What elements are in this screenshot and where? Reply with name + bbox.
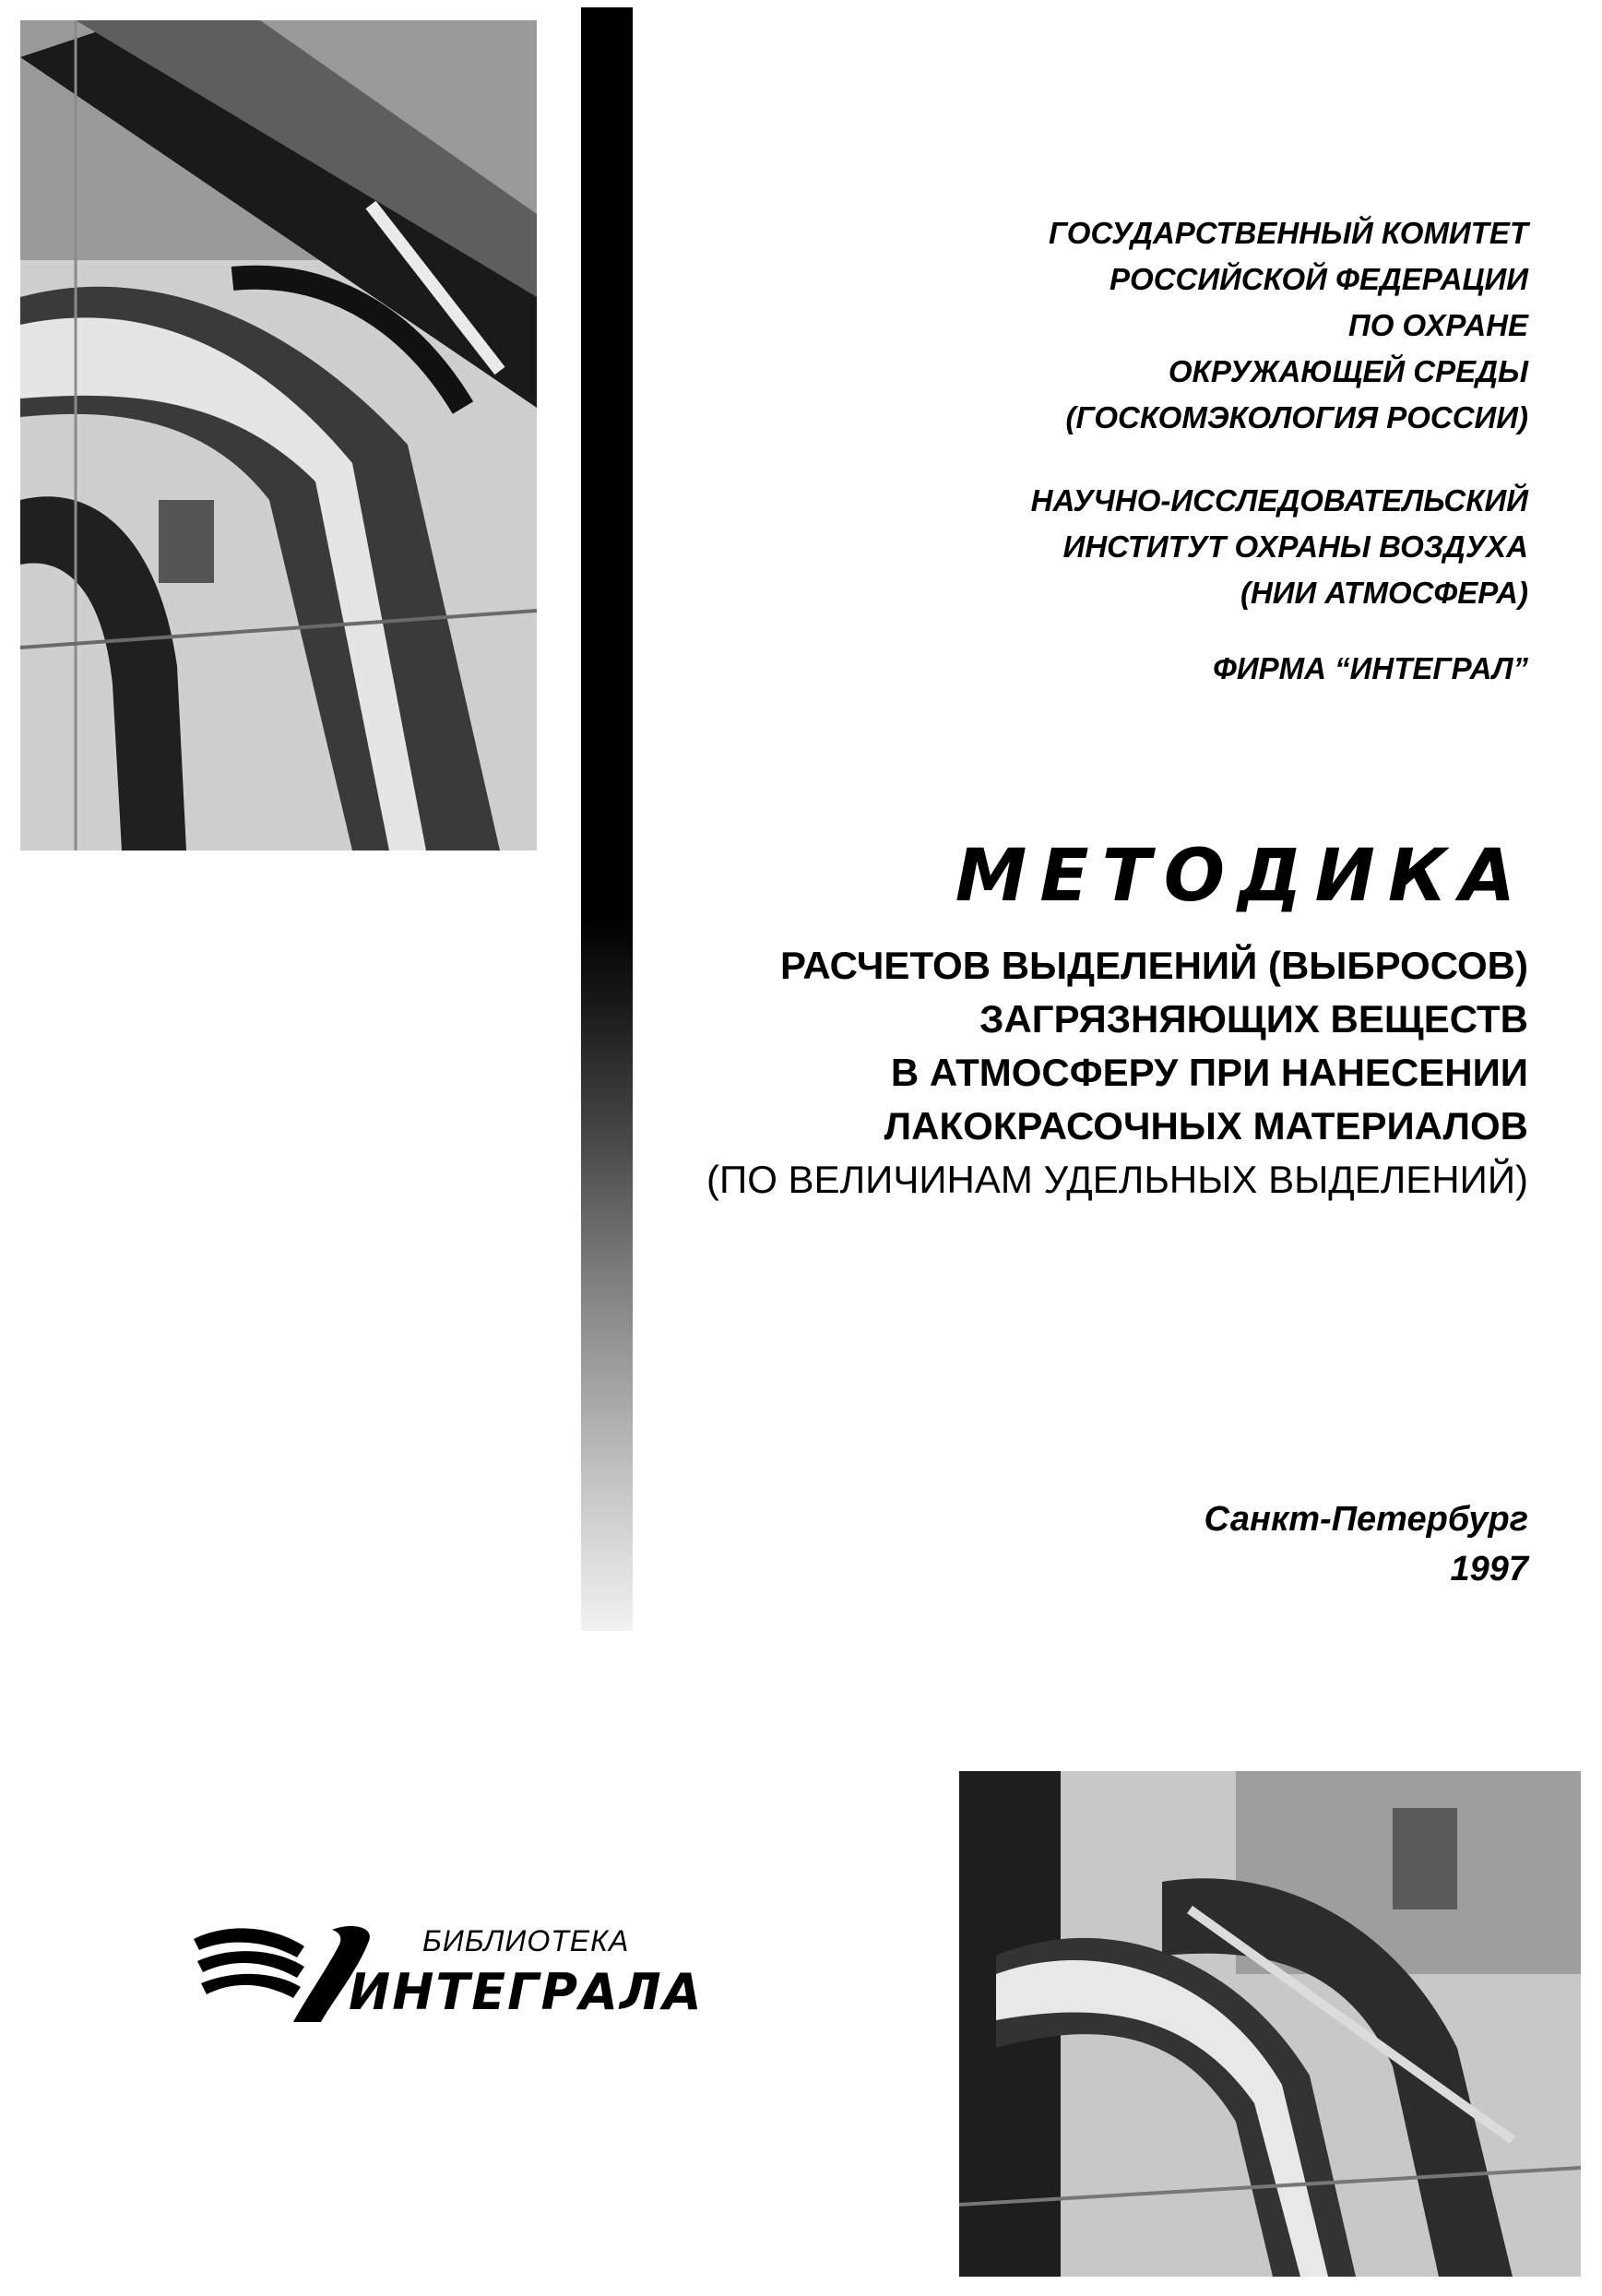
subtitle-line: РАСЧЕТОВ ВЫДЕЛЕНИЙ (ВЫБРОСОВ)	[780, 944, 1528, 987]
firm-name: ФИРМА “ИНТЕГРАЛ”	[1213, 651, 1528, 685]
institute-line: ИНСТИТУТ ОХРАНЫ ВОЗДУХА	[1062, 529, 1528, 564]
institute-name	[1031, 478, 1528, 616]
pipes-illustration	[959, 1771, 1581, 2277]
committee-line: РОССИЙСКОЙ ФЕДЕРАЦИИ	[1110, 262, 1528, 296]
committee-name	[1049, 210, 1528, 441]
institute-line: НАУЧНО-ИССЛЕДОВАТЕЛЬСКИЙ	[1030, 483, 1528, 517]
subtitle-line: (ПО ВЕЛИЧИНАМ УДЕЛЬНЫХ ВЫДЕЛЕНИЙ)	[706, 1158, 1528, 1201]
pipes-illustration	[20, 20, 537, 851]
subtitle-line: В АТМОСФЕРУ ПРИ НАНЕСЕНИИ	[890, 1051, 1528, 1094]
logo-line-integral: ИНТЕГРАЛА	[349, 1963, 704, 2021]
institute-line: (НИИ АТМОСФЕРА)	[1240, 576, 1528, 610]
imprint	[1204, 1494, 1528, 1594]
vertical-gradient-bar	[581, 7, 633, 1631]
integral-library-logo	[194, 1919, 704, 2029]
document-subtitle	[706, 939, 1528, 1207]
document-title: МЕТОДИКА	[955, 835, 1528, 918]
subtitle-line: ЛАКОКРАСОЧНЫХ МАТЕРИАЛОВ	[884, 1104, 1528, 1148]
logo-line-library: БИБЛИОТЕКА	[422, 1924, 630, 1957]
imprint-year: 1997	[1450, 1550, 1528, 1588]
subtitle-line: ЗАГРЯЗНЯЮЩИХ ВЕЩЕСТВ	[979, 997, 1528, 1041]
committee-line: ГОСУДАРСТВЕННЫЙ КОМИТЕТ	[1048, 216, 1528, 250]
industrial-pipes-photo-top	[20, 20, 537, 851]
committee-line: (ГОСКОМЭКОЛОГИЯ РОССИИ)	[1065, 400, 1528, 434]
industrial-pipes-photo-bottom	[959, 1771, 1581, 2277]
committee-line: ОКРУЖАЮЩЕЙ СРЕДЫ	[1168, 354, 1528, 388]
imprint-city: Санкт-Петербург	[1204, 1500, 1528, 1539]
committee-line: ПО ОХРАНЕ	[1347, 308, 1528, 342]
